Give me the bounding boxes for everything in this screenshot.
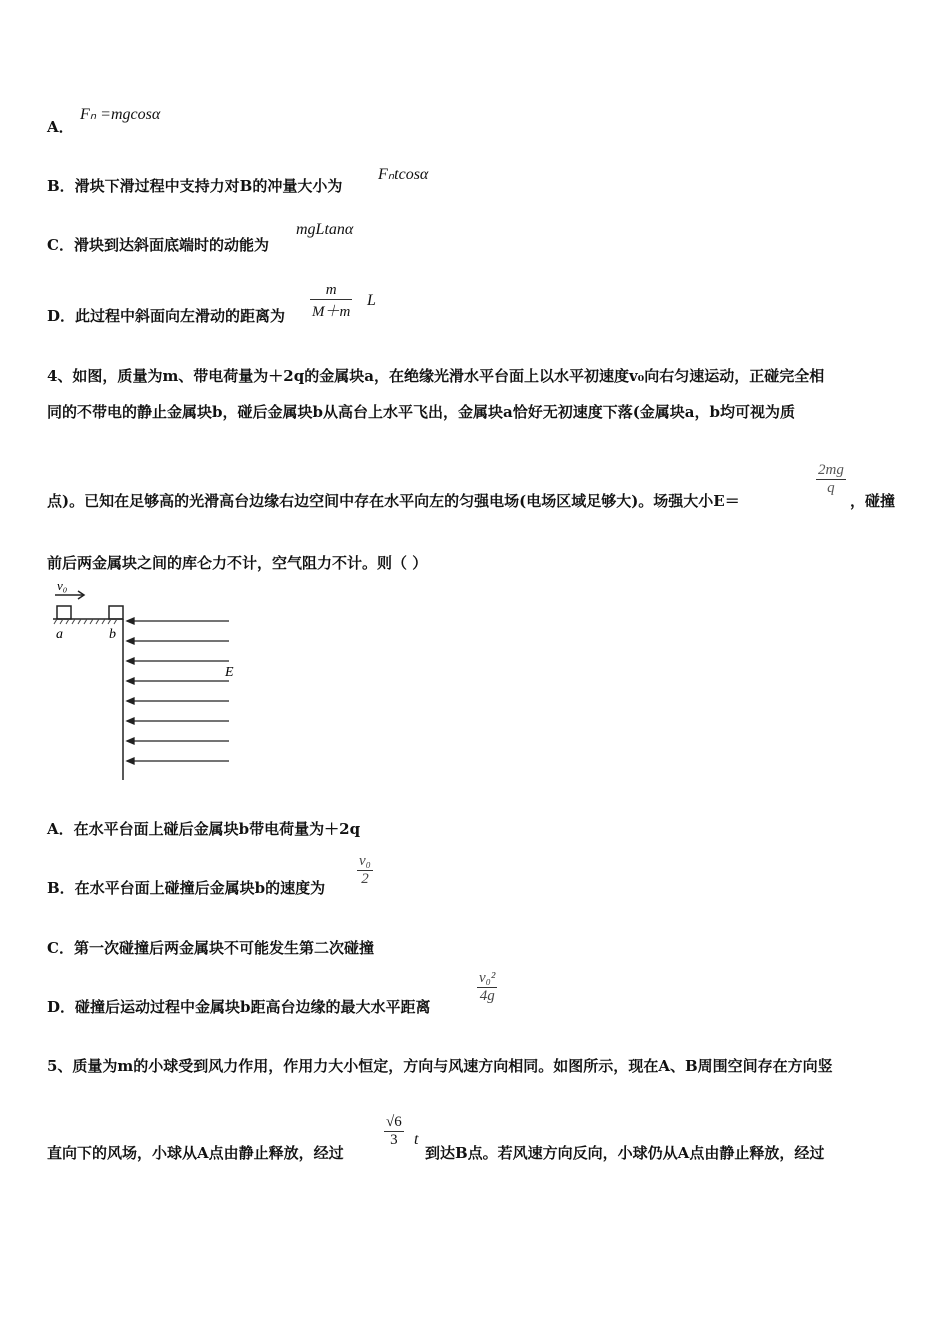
- q3-option-d-numerator: m: [310, 282, 352, 300]
- q4-stem-line-1: 4、如图，质量为m、带电荷量为＋2q的金属块a，在绝缘光滑水平台面上以水平初速度v₀向右匀速运动，正碰完全相: [47, 367, 825, 385]
- q4-option-d: D．碰撞后运动过程中金属块b距高台边缘的最大水平距离: [47, 998, 431, 1016]
- q5-stem-line-2-post: 到达B点。若风速方向反向，小球仍从A点由静止释放，经过: [425, 1144, 825, 1162]
- q4-option-c: C．第一次碰撞后两金属块不可能发生第二次碰撞: [47, 939, 374, 957]
- q4-stem-line-3-text: 点)。已知在足够高的光滑高台边缘右边空间中存在水平向左的匀强电场(电场区域足够大)。场强大小E＝: [47, 492, 740, 510]
- q3-option-b-formula: Fₙtcosα: [378, 166, 429, 183]
- q4-option-b-denominator: 2: [361, 871, 369, 887]
- q4-option-b: B．在水平台面上碰撞后金属块b的速度为: [47, 879, 326, 897]
- label-b: b: [109, 627, 116, 642]
- q4-option-a: A．在水平台面上碰后金属块b带电荷量为＋2q: [47, 820, 361, 838]
- q4-field-denominator: q: [827, 480, 835, 496]
- q4-option-d-numerator: v₀²: [479, 970, 496, 986]
- q4-figure: [47, 578, 247, 784]
- q3-option-c-formula: mgLtanα: [296, 221, 354, 238]
- q3-option-d-fraction: [310, 282, 352, 321]
- q4-option-b-fraction: [357, 853, 373, 888]
- q3-option-d: [47, 305, 285, 326]
- q4-stem-line-4: 前后两金属块之间的库仑力不计，空气阻力不计。则（ ）: [47, 554, 428, 572]
- q5-time-variable: t: [414, 1131, 419, 1148]
- q4-option-b-numerator: v₀: [359, 853, 371, 869]
- q4-stem-line-2: 同的不带电的静止金属块b，碰后金属块b从高台上水平飞出，金属块a恰好无初速度下落(金属块a，b均可视为质: [47, 403, 796, 421]
- q4-stem-line-3-tail: ，碰撞: [850, 492, 896, 510]
- q5-stem-line-1: 5、质量为m的小球受到风力作用，作用力大小恒定，方向与风速方向相同。如图所示，现在A、B周围空间存在方向竖: [47, 1057, 833, 1075]
- q4-option-d-denominator: 4g: [479, 988, 495, 1004]
- q3-option-b: [47, 175, 342, 196]
- q5-time-denominator: 3: [390, 1132, 398, 1148]
- q3-option-c: [47, 234, 269, 255]
- q3-option-b-label: B．滑块下滑过程中支持力对B的冲量大小为: [47, 177, 343, 195]
- q3-option-a-formula: Fₙ =mgcosα: [80, 106, 161, 123]
- q4-stem-line-3: [47, 490, 740, 511]
- q4-option-d-fraction: [477, 970, 497, 1005]
- q5-time-fraction: [384, 1114, 404, 1149]
- q3-option-a: [47, 116, 74, 137]
- q5-stem-line-2-pre: 直向下的风场，小球从A点由静止释放，经过: [47, 1144, 344, 1162]
- q3-option-d-denominator: M＋m: [312, 304, 351, 320]
- q4-field-fraction: [816, 462, 846, 497]
- label-e: E: [225, 665, 234, 680]
- label-a: a: [56, 627, 63, 642]
- q5-time-numerator: √6: [386, 1114, 402, 1130]
- field-lines: [127, 618, 229, 764]
- label-v0: v₀: [57, 578, 68, 593]
- q3-option-d-label: D．此过程中斜面向左滑动的距离为: [47, 307, 286, 325]
- q3-option-d-tail: L: [367, 292, 376, 309]
- q4-field-numerator: 2mg: [818, 462, 844, 478]
- block-b: [109, 606, 123, 619]
- q3-option-c-label: C．滑块到达斜面底端时的动能为: [47, 236, 269, 254]
- q3-option-a-label: A．: [47, 118, 74, 136]
- block-a: [57, 606, 71, 619]
